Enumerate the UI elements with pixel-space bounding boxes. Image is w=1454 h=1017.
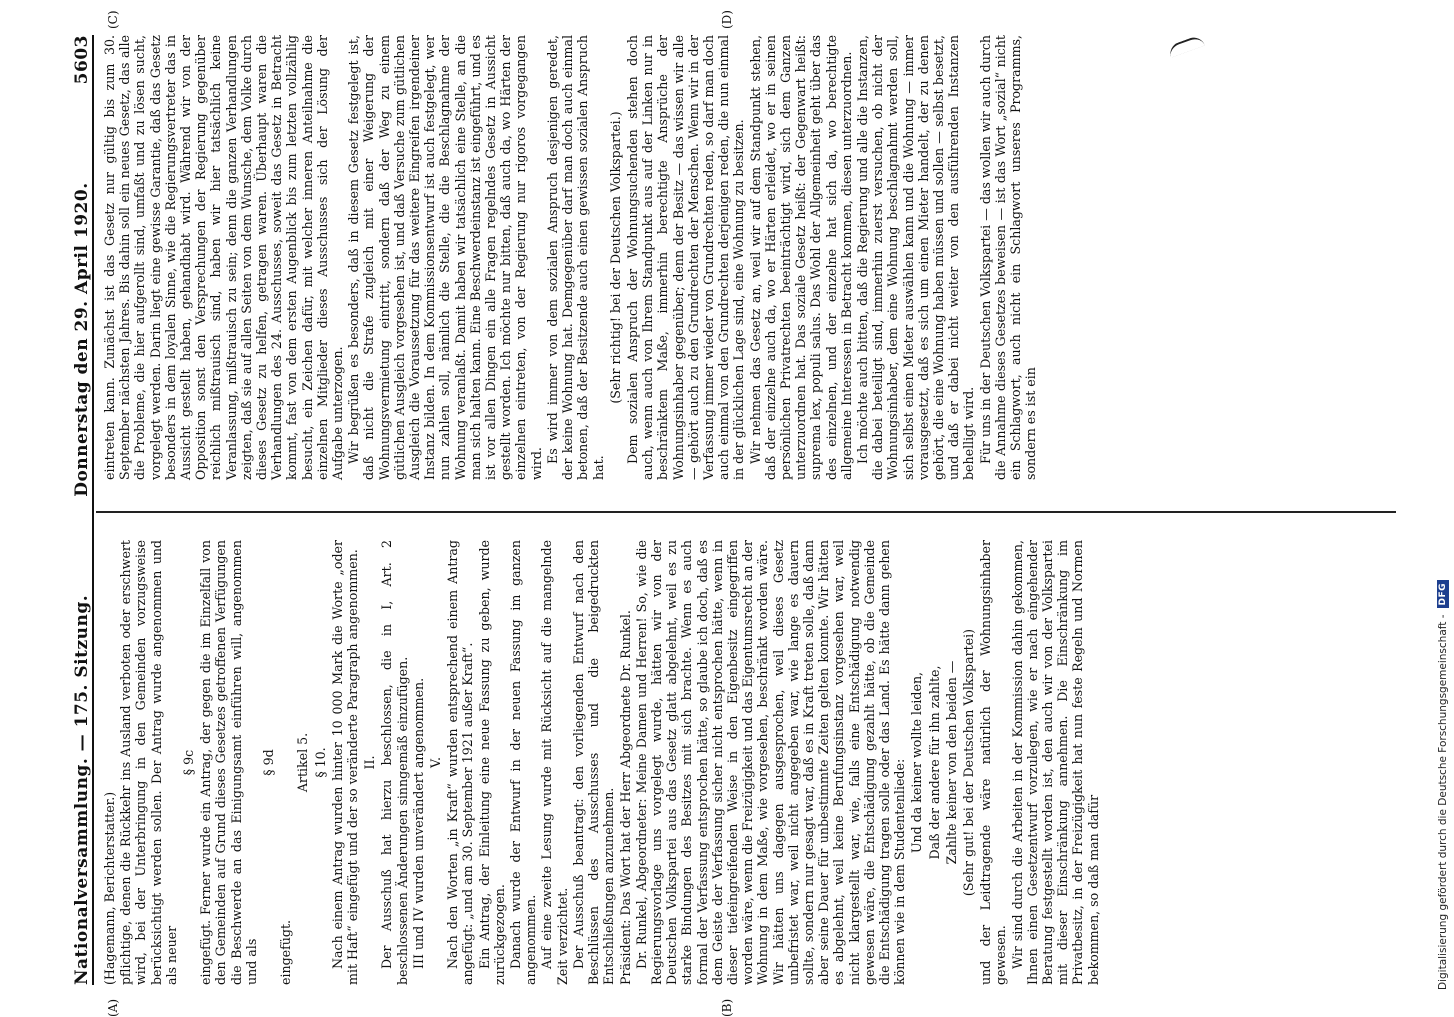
centered-line: Zahlte keiner von den beiden —	[943, 660, 959, 865]
digitization-stamp	[1410, 10, 1449, 990]
margin-marker-d: (D)	[720, 10, 734, 29]
paragraph: Ich möchte auch bitten, daß die Regierung und alle die Instanzen, die dabei beteiligt sind, immerhin zuerst versuchen, ob nicht der Wohnungsinhaber, dem eine Wohnung beschlagnahmt werden soll, sich selbst einen Mieter auswählen kann und die Wohnung — immer vorausgesetzt, daß es sich um einen Mieter handelt, der zu denen gehört, die eine Wohnung haben müssen und sollen — selbst besetzt, und daß er dabei nicht weiter von den ausführenden Instanzen behelligt wird.	[854, 35, 977, 480]
right-column	[102, 35, 1397, 480]
margin-marker-c: (C)	[106, 10, 120, 29]
centered-line: Artikel 5.	[295, 732, 311, 793]
paragraph: (Hagemann, Berichterstatter.)	[102, 791, 117, 985]
paragraph: Wir sind durch die Arbeiten in der Kommission dahin gekommen, Ihnen einen Gesetzentwurf vorzulegen, wie er nach eingehender Beratung festgestellt worden ist, den auch wir von der Volkspartei mit dieser Einschränkung annehmen. Die Einschränkung im Privatbesitz, in der Freizügigkeit hat nun feste Regeln und Normen bekommen, so daß man dafür	[1009, 540, 1101, 985]
margin-marker-b: (B)	[720, 998, 734, 1017]
centered-line: V.	[428, 757, 444, 768]
paragraph: und der Leidtragende wäre natürlich der Wohnungsinhaber gewesen.	[978, 540, 1009, 985]
centered-line: § 10.	[312, 747, 328, 778]
paragraph: Für uns in der Deutschen Volkspartei — das wollen wir auch durch die Annahme dieses Gesetzes beweisen — ist das Wort „sozial“ nicht ein Schlagwort, auch nicht ein Schlagwort unseres Programms, sondern es ist ein	[977, 35, 1039, 480]
centered-line: Und da keiner wollte leiden,	[909, 671, 925, 854]
column-divider	[96, 511, 1396, 513]
margin-marker-a: (A)	[106, 998, 120, 1017]
centered-line: (Sehr gut! bei der Deutschen Volkspartei)	[960, 628, 976, 897]
paragraph: Dr. Runkel, Abgeordneter: Meine Damen und Herren! So, wie die Regierungsvorlage uns vorgelegt wurde, hätten wir von der Deutschen Volkspartei aus das Gesetz glatt abgelehnt, weil es zu starke Bindungen des Besitzes mit sich brachte. Wenn es auch formal der Verfassung entsprochen hätte, so glaube ich doch, daß es dem Geiste der Verfassung sicher nicht entsprochen hätte, wenn in dieser tiefeingreifenden Weise in den Eigenbesitz eingegriffen worden wäre, wenn die Freizügigkeit und das Eigentumsrecht an der Wohnung in dem Maße, wie vorgesehen, beschränkt worden wäre. Wir hätten uns dagegen ausgesprochen, weil dieses Gesetz unbefristet war, weil nicht angegeben war, wie lange es dauern sollte, sondern nur gesagt war, daß es in Kraft treten solle, daß dann aber seine Dauer für unbestimmte Zeiten gelten konnte. Wir hätten es abgelehnt, weil keine Berufungsinstanz vorgesehen war, weil nicht klargestellt war, wie, falls eine Entschädigung notwendig gewesen wäre, die Entschädigung gezahlt hätte, ob die Gemeinde die Entschädigung tragen solle oder das Land. Es hätte dann gehen können wie in dem Studentenliede:	[633, 540, 908, 985]
centered-line: Daß der andere für ihn zahlte,	[926, 665, 942, 860]
paragraph: Wir nehmen das Gesetz an, weil wir auf dem Standpunkt stehen, daß der einzelne auch da, wo er Härten erleidet, wo er in seinen persönlichen Privatrechten beeinträchtigt wird, sich dem Ganzen unterzuordnen hat. Das soziale Gesetz heißt: der Gegenwart heißt: suprema lex, populi salus. Das Wohl der Allgemeinheit geht über das des einzelnen, und der einzelne hat sich da, wo berechtigte allgemeine Interessen in Betracht kommen, diesen unterzuordnen.	[747, 35, 854, 480]
centered-line: § 9c	[181, 749, 197, 776]
rotated-page	[60, 10, 1400, 1017]
paragraph: eintreten kann. Zunächst ist das Gesetz nur gültig bis zum 30. September nächsten Jahres. Bis dahin soll ein neues Gesetz, das alle die Probleme, die hier aufgerollt sind, umfaßt und zu lösen sucht, vorgelegt werden. Darin liegt eine gewisse Garantie, daß das Gesetz besonders in dem loyalen Sinne, wie die Regierungsvertreter das in Aussicht gestellt haben, gehandhabt wird. Während wir von der Opposition sonst den Versprechungen der Regierung gegenüber reichlich mißtrauisch sind, haben wir hier tatsächlich keine Veranlassung, mißtrauisch zu sein; denn die ganzen Verhandlungen zeigten, daß sie auf allen Seiten von dem Wunsche, dem Volke durch dieses Gesetz zu helfen, getragen waren. Überhaupt waren die Verhandlungen des 24. Ausschusses, soweit das Gesetz in Betracht kommt, fast von dem ersten Augenblick bis zum letzten vollzählig besucht, ein Zeichen dafür, mit welcher inneren Anteilnahme die einzelnen Mitglieder dieses Ausschusses sich der Lösung der Aufgabe unterzogen.	[102, 35, 346, 480]
centered-line: § 9d	[261, 749, 277, 776]
page-header	[60, 35, 94, 985]
paragraph: eingefügt. Ferner wurde ein Antrag, der gegen die im Einzelfall von den Gemeinden auf Grund dieses Gesetzes getroffenen Verfügungen die Beschwerde an das Einigungsamt einführen will, angenommen und als	[198, 540, 259, 985]
header-date: Donnerstag den 29. April 1920.	[72, 182, 92, 497]
paragraph: III und IV wurden unverändert angenommen.	[410, 677, 426, 969]
paragraph: Danach wurde der Entwurf in der neuen Fassung im ganzen angenommen.	[508, 540, 539, 985]
paragraph: Auf eine zweite Lesung wurde mit Rücksicht auf die mangelnde Zeit verzichtet.	[539, 540, 570, 985]
paragraph: Präsident: Das Wort hat der Herr Abgeordnete Dr. Runkel.	[617, 610, 633, 985]
dfg-logo: DFG	[1437, 580, 1449, 609]
page	[60, 10, 1400, 1017]
paragraph: Der Ausschuß beantragt: den vorliegenden Entwurf nach den Beschlüssen des Ausschusses und die beigedruckten Entschließungen anzunehmen.	[570, 540, 617, 985]
paragraph: Es wird immer von dem sozialen Anspruch desjenigen geredet, der keine Wohnung hat. Demgegenüber darf man doch auch einmal betonen, daß der Besitzende auch einen gewissen sozialen Anspruch hat.	[544, 35, 606, 480]
paragraph: pflichtige, denen die Rückkehr ins Ausland verboten oder erschwert wird, bei der Unterbringung in den Gemeinden vorzugsweise berücksichtigt werden sollen. Der Antrag wurde angenommen und als neuer	[118, 540, 179, 985]
paragraph: Wir begrüßen es besonders, daß in diesem Gesetz festgelegt ist, daß nicht die Strafe zugleich mit einer Weigerung der Wohnungsvermietung eintritt, sondern daß der Weg zu einem gütlichen Ausgleich vorgesehen ist, und daß Versuche zum gütlichen Ausgleich die Voraussetzung für das weitere Eingreifen irgendeiner Instanz bilden. In dem Kommissionsentwurf ist auch festgelegt, wer nun zahlen soll, nämlich die Stelle, die die Beschlagnahme der Wohnung veranlaßt. Damit haben wir tatsächlich eine Stelle, an die man sich halten kann. Eine Beschwerdeinstanz ist eingeführt, und es ist vor allen Dingen ein alle Fragen regelndes Gesetz in Aussicht gestellt worden. Ich möchte nur bitten, daß auch da, wo Härten der einzelnen eintreten, von der Regierung nur rigoros vorgegangen wird.	[346, 35, 544, 480]
centered-line: (Sehr richtig! bei der Deutschen Volkspartei.)	[607, 111, 623, 404]
stamp-text: Digitalisierung gefördert durch die Deutsche Forschungsgemeinschaft -	[1437, 614, 1449, 990]
centered-line: II.	[362, 755, 378, 770]
paragraph: Der Ausschuß hat hierzu beschlossen, die in I, Art. 2 beschlossenen Änderungen sinngemäß einzufügen.	[379, 540, 410, 985]
paragraph: Ein Antrag, der Einleitung eine neue Fassung zu geben, wurde zurückgezogen.	[476, 540, 507, 985]
paragraph: Dem sozialen Anspruch der Wohnungsuchenden stehen doch auch, wenn auch von Ihrem Standpunkt aus auf der Linken nur in beschränktem Maße, immerhin berechtigte Ansprüche der Wohnungsinhaber gegenüber; denn der Besitz — das wissen wir alle — gehört auch zu den Grundrechten der Menschen. Wenn wir in der Verfassung immer wieder von Grundrechten reden, so darf man doch auch einmal von den Grundrechten derjenigen reden, die nun einmal in der glücklichen Lage sind, eine Wohnung zu besitzen.	[624, 35, 747, 480]
left-column	[102, 540, 1397, 985]
paragraph: Nach den Worten „in Kraft“ wurden entsprechend einem Antrag angefügt: „und am 30. September 1921 außer Kraft“.	[445, 540, 476, 985]
paragraph: eingefügt.	[278, 919, 294, 985]
header-left: Nationalversammlung. — 175. Sitzung.	[72, 594, 92, 985]
paragraph: Nach einem Antrag wurden hinter 10 000 Mark die Worte „oder mit Haft“ eingefügt und der so veränderte Paragraph angenommen.	[329, 540, 361, 985]
page-number: 5603	[72, 35, 92, 85]
